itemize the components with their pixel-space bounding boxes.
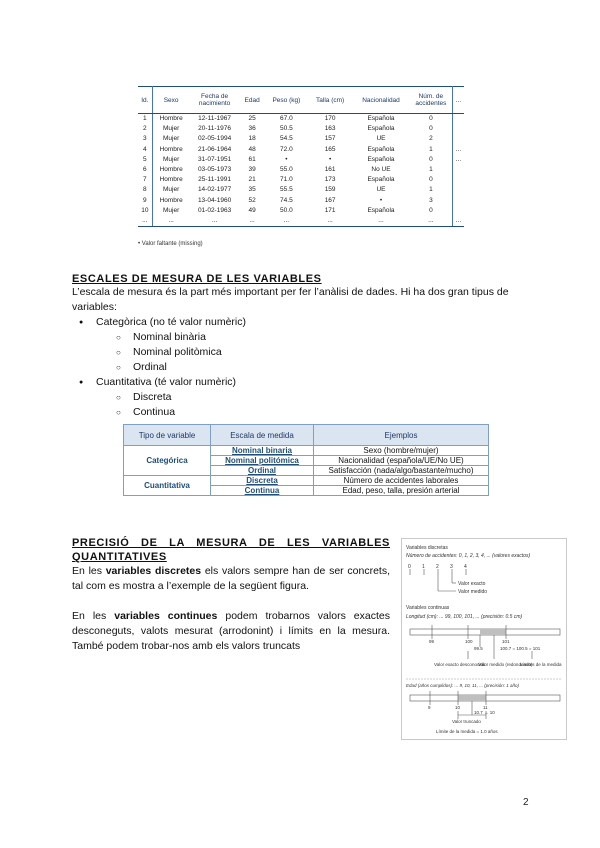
table-cell: 3 bbox=[410, 196, 453, 206]
table-row bbox=[138, 216, 464, 227]
scale-cell: Ordinal bbox=[211, 466, 314, 476]
tick-label: 9 bbox=[428, 705, 431, 710]
table-cell: ... bbox=[240, 216, 265, 227]
table-cell: 0 bbox=[410, 206, 453, 216]
col-header-fecha: Fecha de nacimiento bbox=[190, 87, 240, 114]
table-cell: ... bbox=[265, 216, 309, 227]
table-cell: 52 bbox=[248, 196, 256, 204]
table-row bbox=[124, 446, 489, 456]
table-cell: Española bbox=[367, 125, 395, 133]
paragraph-continuous bbox=[72, 609, 390, 654]
precision-diagram bbox=[402, 539, 566, 739]
col-header-accidentes: Núm. de accidentes bbox=[410, 87, 453, 114]
table-cell: 72.0 bbox=[280, 145, 293, 153]
table-cell: 2 bbox=[138, 124, 152, 134]
table-cell: 0 bbox=[410, 155, 453, 165]
table-row bbox=[138, 185, 464, 195]
table-cell: 167 bbox=[324, 196, 336, 204]
tick-label: 3 bbox=[450, 564, 453, 570]
figure-continuous-title: Variables continuas bbox=[406, 605, 450, 611]
table-cell: 9 bbox=[138, 196, 152, 206]
table-cell: 12-11-1967 bbox=[198, 115, 231, 123]
table-cell bbox=[452, 124, 464, 134]
section-title: ESCALES DE MESURA DE LES VARIABLES bbox=[72, 273, 322, 285]
figure-note: Valor medido bbox=[458, 589, 488, 595]
table-cell: 20-11-1976 bbox=[198, 125, 231, 133]
table-cell: 6 bbox=[138, 165, 152, 175]
paragraph-discrete bbox=[72, 564, 390, 594]
variable-types-list bbox=[72, 315, 532, 420]
table-cell: 50.0 bbox=[280, 206, 293, 214]
table-cell: 14-02-1977 bbox=[197, 186, 232, 194]
table-cell: UE bbox=[376, 135, 386, 143]
table-cell: 1 bbox=[138, 114, 152, 125]
list-item: ○ Continua bbox=[96, 405, 532, 420]
figure-value: 99.5 bbox=[474, 646, 483, 651]
table-cell: 0 bbox=[410, 175, 453, 185]
list-item: ○ Discreta bbox=[96, 390, 532, 405]
table-row bbox=[138, 114, 464, 125]
list-item-cuantitativa bbox=[72, 375, 532, 420]
tick-label: 99 bbox=[429, 639, 435, 644]
table-cell: Hombre bbox=[159, 145, 183, 153]
table-cell: 67.0 bbox=[280, 115, 293, 123]
table-cell: • bbox=[328, 155, 332, 163]
figure-discrete-caption: Número de accidentes: 0, 1, 2, 3, 4, ... (valores exactos) bbox=[406, 553, 531, 559]
figure-label: Límites de la medida bbox=[520, 662, 562, 667]
sublist-categorica bbox=[96, 330, 532, 375]
table-header-row bbox=[138, 87, 464, 114]
table-row bbox=[138, 124, 464, 134]
variables-data-table bbox=[138, 86, 464, 227]
table-cell: 21-06-1964 bbox=[197, 145, 232, 153]
table-cell bbox=[452, 114, 464, 125]
table-cell bbox=[452, 196, 464, 206]
table-cell: 25-11-1991 bbox=[198, 176, 231, 184]
table-cell: 0 bbox=[410, 114, 453, 125]
table-header-row bbox=[124, 425, 489, 446]
table-cell: 10 bbox=[138, 206, 152, 216]
figure-label: Valor exacto desconocido bbox=[434, 662, 486, 667]
table-body bbox=[138, 114, 464, 227]
table-cell: Española bbox=[367, 155, 395, 163]
example-cell: Nacionalidad (española/UE/No UE) bbox=[314, 456, 489, 466]
table-cell: 165 bbox=[324, 145, 336, 153]
table-cell: ... bbox=[138, 216, 152, 227]
table-cell: 36 bbox=[248, 125, 256, 133]
measurement-scale-table bbox=[123, 424, 489, 496]
table-cell: 157 bbox=[324, 135, 336, 143]
table-cell: ... bbox=[190, 216, 240, 227]
table-cell: Mujer bbox=[162, 155, 180, 163]
example-cell: Sexo (hombre/mujer) bbox=[314, 446, 489, 456]
tick-label: 100 bbox=[465, 639, 473, 644]
figure-label: Valor truncado bbox=[452, 719, 481, 724]
table-cell: ... bbox=[308, 216, 352, 227]
table-cell bbox=[452, 185, 464, 195]
precision-figure bbox=[401, 538, 567, 740]
table-cell: 171 bbox=[324, 206, 336, 214]
table-cell: 49 bbox=[248, 206, 256, 214]
table-cell: 3 bbox=[138, 134, 152, 144]
type-categorica: Categórica bbox=[124, 446, 211, 476]
section-measurement-scales bbox=[72, 273, 532, 420]
text-run: els valors sempre han de ser concrets, tal com es mostra a l’exemple de la següent figura. bbox=[72, 565, 390, 592]
table-cell: ... bbox=[455, 155, 462, 163]
table-cell: 170 bbox=[324, 115, 336, 123]
table-cell: No UE bbox=[371, 166, 391, 174]
col-header-escala: Escala de medida bbox=[211, 425, 314, 446]
table-cell: ... bbox=[452, 216, 464, 227]
list-item-categorica bbox=[72, 315, 532, 375]
scale-cell: Discreta bbox=[211, 476, 314, 486]
table-row bbox=[138, 175, 464, 185]
list-item-label: Categòrica (no té valor numèric) bbox=[96, 316, 246, 328]
tick-label: 2 bbox=[436, 564, 439, 570]
table-cell: 1 bbox=[410, 165, 453, 175]
table-cell: 7 bbox=[138, 175, 152, 185]
table-cell: 5 bbox=[138, 155, 152, 165]
col-header-nacionalidad: Nacionalidad bbox=[352, 87, 410, 114]
col-header-id: Id. bbox=[138, 87, 152, 114]
table-row bbox=[138, 206, 464, 216]
col-header-tipo: Tipo de variable bbox=[124, 425, 211, 446]
table-cell: 50.5 bbox=[280, 125, 293, 133]
col-header-talla: Talla (cm) bbox=[308, 87, 352, 114]
table-cell: Hombre bbox=[159, 196, 183, 204]
table-row bbox=[138, 155, 464, 165]
figure-continuous-caption: Longitud (cm): ... 99, 100, 101, ... (precisión: 0.5 cm) bbox=[406, 614, 523, 620]
example-cell: Edad, peso, talla, presión arterial bbox=[314, 486, 489, 496]
table-cell bbox=[452, 175, 464, 185]
table-row bbox=[138, 145, 464, 155]
section-precision bbox=[72, 536, 390, 654]
table-cell: 13-04-1960 bbox=[197, 196, 232, 204]
table-cell: 159 bbox=[324, 186, 336, 194]
text-run: En les bbox=[72, 610, 115, 622]
table-cell: 18 bbox=[248, 135, 256, 143]
table-cell: Española bbox=[367, 115, 395, 123]
figure-truncated-caption: Edad (años cumplidos): ... 9, 10, 11, ... (precisión: 1 año) bbox=[406, 683, 519, 688]
table-cell: Hombre bbox=[159, 176, 183, 184]
figure-note: Valor exacto bbox=[458, 581, 486, 587]
table-row bbox=[138, 134, 464, 144]
table-cell: 2 bbox=[410, 134, 453, 144]
table-cell: 03-05-1973 bbox=[197, 166, 232, 174]
table-cell: ... bbox=[455, 145, 462, 153]
table-cell: 0 bbox=[410, 124, 453, 134]
table-cell: 55.5 bbox=[280, 186, 293, 194]
tick-label: 11 bbox=[483, 705, 488, 710]
text-bold: variables discretes bbox=[105, 565, 202, 577]
table-row bbox=[124, 476, 489, 486]
table-cell: 31-07-1951 bbox=[197, 155, 232, 163]
scale-cell: Nominal binaria bbox=[211, 446, 314, 456]
table-cell: Hombre bbox=[159, 166, 183, 174]
text-run: En les bbox=[72, 565, 106, 577]
table-cell: 173 bbox=[324, 176, 336, 184]
list-item: ○ Nominal politòmica bbox=[96, 345, 532, 360]
scale-cell: Nominal politómica bbox=[211, 456, 314, 466]
section-intro: L’escala de mesura és la part més important per fer l’anàlisi de dades. Hi ha dos gran tipus de variables: bbox=[72, 286, 509, 313]
type-cuantitativa: Cuantitativa bbox=[124, 476, 211, 496]
table-row bbox=[138, 196, 464, 206]
list-item-label: Cuantitativa (té valor numèric) bbox=[96, 376, 237, 388]
table-cell: 163 bbox=[324, 125, 336, 133]
table-cell: ... bbox=[152, 216, 189, 227]
table-cell: 55.0 bbox=[280, 166, 293, 174]
table-cell: 1 bbox=[410, 185, 453, 195]
text-run: podem trobarnos valors exactes desconeguts, valots mesurat (arrodonint) i límits en la mesura. També podem trobar-nos amb els valors truncats bbox=[72, 610, 390, 652]
figure-label: Límite de la medida = 1.0 años bbox=[436, 729, 498, 734]
table-cell: 1 bbox=[410, 145, 453, 155]
table-cell: Española bbox=[367, 145, 395, 153]
figure-discrete-title: Variables discretas bbox=[406, 545, 448, 551]
table-cell: 74.5 bbox=[280, 196, 293, 204]
table-cell: Hombre bbox=[159, 115, 183, 123]
table-cell: 21 bbox=[248, 176, 256, 184]
col-header-sexo: Sexo bbox=[152, 87, 189, 114]
tick-label: 0 bbox=[408, 564, 411, 570]
table-cell: Mujer bbox=[162, 135, 180, 143]
table-cell: Española bbox=[367, 176, 395, 184]
table-cell: Española bbox=[367, 206, 395, 214]
table-cell: ... bbox=[410, 216, 453, 227]
table-cell: ... bbox=[352, 216, 410, 227]
table-cell: Mujer bbox=[162, 206, 180, 214]
table-cell: • bbox=[379, 196, 383, 204]
table-cell: 161 bbox=[324, 166, 336, 174]
table-cell: 4 bbox=[138, 145, 152, 155]
section-title: PRECISIÓ DE LA MESURA DE LES VARIABLES QUANTITATIVES bbox=[72, 537, 390, 563]
tick-label: 1 bbox=[422, 564, 425, 570]
tick-label: 101 bbox=[502, 639, 510, 644]
tick-label: 10 bbox=[455, 705, 461, 710]
table-cell: 35 bbox=[248, 186, 256, 194]
page-number: 2 bbox=[523, 797, 529, 808]
col-header-more: ... bbox=[452, 87, 464, 114]
tick-label: 4 bbox=[464, 564, 467, 570]
table-cell: Mujer bbox=[162, 186, 180, 194]
list-item: ○ Ordinal bbox=[96, 360, 532, 375]
missing-value-note: • Valor faltante (missing) bbox=[138, 241, 203, 247]
table-cell: 8 bbox=[138, 185, 152, 195]
table-cell: UE bbox=[376, 186, 386, 194]
scale-cell: Continua bbox=[211, 486, 314, 496]
figure-value: 10.7 → 10 bbox=[474, 710, 495, 715]
sublist-cuantitativa bbox=[96, 390, 532, 420]
table-cell: Mujer bbox=[162, 125, 180, 133]
table-cell: 61 bbox=[248, 155, 256, 163]
table-cell: 02-05-1994 bbox=[197, 135, 232, 143]
list-item: ○ Nominal binària bbox=[96, 330, 532, 345]
table-cell: • bbox=[285, 155, 288, 163]
example-cell: Satisfacción (nada/algo/bastante/mucho) bbox=[314, 466, 489, 476]
example-cell: Número de accidentes laborales bbox=[314, 476, 489, 486]
col-header-peso: Peso (kg) bbox=[265, 87, 309, 114]
table-cell bbox=[452, 165, 464, 175]
table-cell: 25 bbox=[248, 115, 256, 123]
col-header-edad: Edad bbox=[240, 87, 265, 114]
table-cell: 71.0 bbox=[280, 176, 293, 184]
figure-value: 100.7 = 100.5 = 101 bbox=[500, 646, 541, 651]
text-bold: variables continues bbox=[114, 610, 218, 622]
table-cell: 01-02-1963 bbox=[197, 206, 232, 214]
col-header-ejemplos: Ejemplos bbox=[314, 425, 489, 446]
table-cell: 39 bbox=[248, 166, 256, 174]
figure-label: Valor medido (redondeado) bbox=[478, 662, 533, 667]
table-cell: 54.5 bbox=[280, 135, 293, 143]
table-row bbox=[138, 165, 464, 175]
table-cell bbox=[452, 206, 464, 216]
table-cell: 48 bbox=[248, 145, 256, 153]
table-cell bbox=[452, 134, 464, 144]
